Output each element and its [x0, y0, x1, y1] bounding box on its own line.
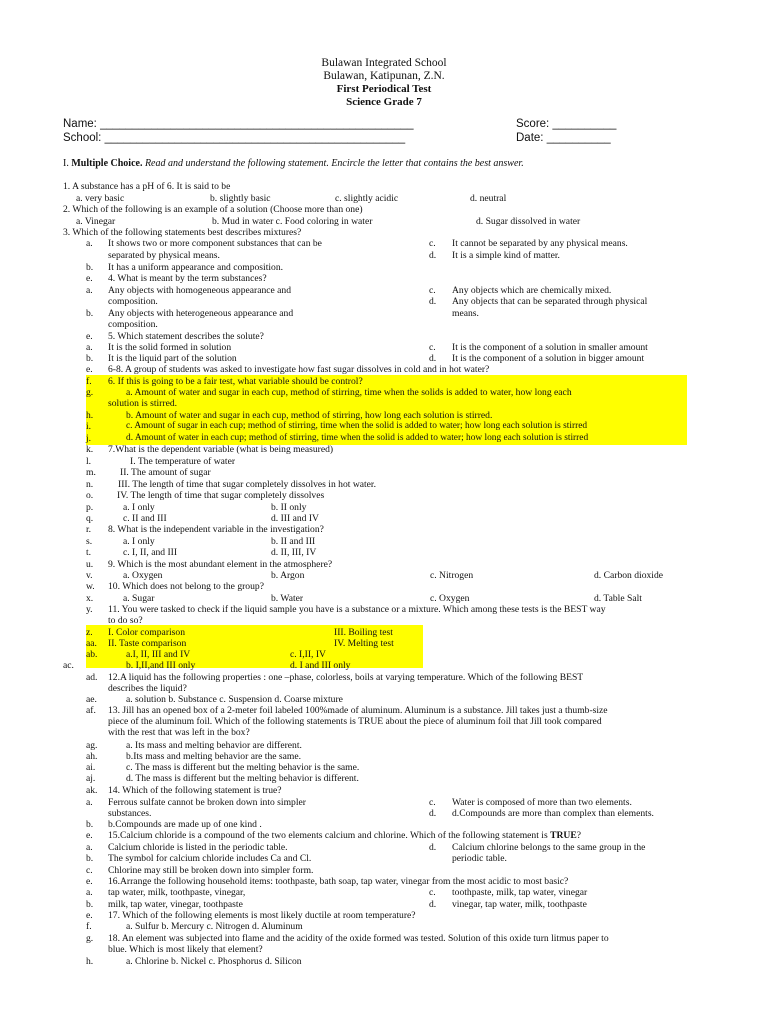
q16-label: e.: [86, 876, 93, 887]
q8-label: r.: [86, 524, 92, 535]
q15-stem: [108, 830, 581, 841]
q7-label-a: p.: [86, 502, 94, 513]
q14-label-b: b.: [86, 819, 94, 830]
q5-label-c: c.: [429, 342, 436, 353]
instructions-roman: I.: [63, 158, 72, 169]
q10-option-d: d. Table Salt: [594, 593, 642, 604]
q13-stem-cont2: with the rest that was left in the box?: [108, 727, 250, 738]
q6-label-b: h.: [86, 410, 94, 421]
q4-option-a-cont: composition.: [108, 296, 158, 307]
q5-option-a: It is the solid formed in solution: [108, 342, 232, 353]
q7-item-iii: III. The length of time that sugar completely dissolves in hot water.: [118, 479, 376, 490]
school-label: School:: [63, 132, 105, 144]
q6-8-label: e.: [86, 364, 93, 375]
name-field: [63, 119, 413, 130]
q12-stem: 12.A liquid has the following properties : one –phase, colorless, boils at varying temperature. Which of the following BEST: [108, 672, 584, 683]
q16-label-b: b.: [86, 899, 94, 910]
q14-label-d: d.: [429, 808, 437, 819]
q4-label: e.: [86, 273, 93, 284]
score-field: [516, 119, 616, 130]
q13-label-d: aj.: [86, 773, 96, 784]
q4-stem: 4. What is meant by the term substances?: [108, 273, 267, 284]
q2-stem: 2. Which of the following is an example of a solution (Choose more than one): [63, 204, 363, 215]
q15-stem-qmark: ?: [576, 830, 582, 841]
q18-label: g.: [86, 933, 94, 944]
q2-option-bc: b. Mud in water c. Food coloring in water: [212, 216, 373, 227]
q3-option-b: It has a uniform appearance and composition.: [108, 262, 284, 273]
q13-label-b: ah.: [86, 751, 98, 762]
q18-options: a. Chlorine b. Nickel c. Phosphorus d. Silicon: [126, 956, 302, 967]
q7-label-iii: n.: [86, 479, 94, 490]
q6-8-stem: 6-8. A group of students was asked to investigate how fast sugar dissolves in cold and in hot water?: [108, 364, 490, 375]
q9-label-a: v.: [86, 570, 93, 581]
q4-option-c: Any objects which are chemically mixed.: [452, 285, 612, 296]
q9-option-c: c. Nitrogen: [430, 570, 474, 581]
q11-item-i: I. Color comparison: [108, 627, 186, 638]
q3-option-c: It cannot be separated by any physical means.: [452, 238, 628, 249]
q11-option-c: c. I,II, IV: [290, 649, 326, 660]
q7-option-a: a. I only: [123, 502, 155, 513]
q11-label-a: ab.: [86, 649, 98, 660]
q16-option-c: toothpaste, milk, tap water, vinegar: [452, 887, 588, 898]
q7-label: k.: [86, 444, 94, 455]
q6-option-d: d. Amount of water in each cup; method of stirring, time when the solid is added to water; how long each solution is stirred: [126, 433, 589, 443]
q13-option-d: d. The mass is different but the melting behavior is different.: [126, 773, 359, 784]
q15-option-d-cont: periodic table.: [452, 853, 507, 864]
q8-label-a: s.: [86, 536, 93, 547]
q16-option-b: milk, tap water, vinegar, toothpaste: [108, 899, 243, 910]
q9-label: u.: [86, 559, 94, 570]
q16-option-d: vinegar, tap water, milk, toothpaste: [452, 899, 587, 910]
q6-option-a-cont: solution is stirred.: [108, 398, 178, 409]
q15-option-a: Calcium chloride is listed in the periodic table.: [108, 842, 288, 853]
q15-label: e.: [86, 830, 93, 841]
q13-label-c: ai.: [86, 762, 96, 773]
q7-label-ii: m.: [86, 467, 96, 478]
q4-label-d: d.: [429, 296, 437, 307]
q3-option-a: It shows two or more component substances that can be: [108, 238, 322, 249]
q4-label-b: b.: [86, 308, 94, 319]
q7-label-i: l.: [86, 456, 92, 467]
date-line: __________: [546, 132, 611, 144]
name-line: _________________________________________________: [100, 118, 414, 130]
q1-option-d: d. neutral: [470, 193, 507, 204]
q7-item-iv: IV. The length of time that sugar completely dissolves: [117, 490, 325, 501]
date-field: [516, 133, 611, 144]
q11-option-a: a.I, II, III and IV: [126, 649, 191, 660]
q7-stem: 7.What is the dependent variable (what is being measured): [108, 444, 334, 455]
q17-stem: 17. Which of the following elements is most likely ductile at room temperature?: [108, 910, 416, 921]
q5-stem: 5. Which statement describes the solute?: [108, 331, 264, 342]
q14-option-b: b.Compounds are made up of one kind .: [108, 819, 262, 830]
q15-stem-text: 15.Calcium chloride is a compound of the two elements calcium and chlorine. Which of the following statement is: [108, 830, 551, 841]
q15-option-c: Chlorine may still be broken down into simpler form.: [108, 865, 314, 876]
name-label: Name:: [63, 118, 101, 130]
q7-option-d: d. III and IV: [271, 513, 319, 524]
q11-item-iv: IV. Melting test: [334, 638, 394, 649]
q2-option-a: a. Vinegar: [76, 216, 116, 227]
q7-item-ii: II. The amount of sugar: [120, 467, 211, 478]
instructions-heading: Multiple Choice.: [71, 158, 143, 169]
q6-option-c: c. Amount of sugar in each cup; method of stirring, time when the solid is added to water; how long each solution is stirred: [126, 421, 588, 431]
q10-label: w.: [86, 581, 95, 592]
q3-label-b: b.: [86, 262, 94, 273]
q5-option-c: It is the component of a solution in smaller amount: [452, 342, 648, 353]
q8-option-d: d. II, III, IV: [271, 547, 317, 558]
q17-options: a. Sulfur b. Mercury c. Nitrogen d. Aluminum: [126, 921, 303, 932]
q6-label: f.: [86, 376, 92, 387]
q7-item-i: I. The temperature of water: [130, 456, 236, 467]
q5-label: e.: [86, 331, 93, 342]
q14-label-c: c.: [429, 797, 436, 808]
q10-option-c: c. Oxygen: [430, 593, 470, 604]
q5-label-d: d.: [429, 353, 437, 364]
q3-option-a-cont: separated by physical means.: [108, 250, 220, 261]
q12-stem-cont: describes the liquid?: [108, 683, 187, 694]
school-field: [63, 133, 405, 144]
q5-label-b: b.: [86, 353, 94, 364]
q4-option-d: Any objects that can be separated through physical: [452, 296, 648, 307]
q8-stem: 8. What is the independent variable in the investigation?: [108, 524, 324, 535]
q11-stem-cont: to do so?: [108, 615, 143, 626]
test-title: First Periodical Test: [336, 83, 432, 95]
q6-stem: 6. If this is going to be a fair test, what variable should be control?: [108, 376, 363, 387]
q4-label-c: c.: [429, 285, 436, 296]
instructions-text: Read and understand the following statement. Encircle the letter that contains the best answer.: [142, 158, 524, 169]
q15-label-d: d.: [429, 842, 437, 853]
q13-label: af.: [86, 705, 96, 716]
q16-label-c: c.: [429, 887, 436, 898]
q4-label-a: a.: [86, 285, 93, 296]
q11-item-ii: II. Taste comparison: [108, 638, 187, 649]
q14-option-d: d.Compounds are more than complex than elements.: [452, 808, 654, 819]
q17-label-options: f.: [86, 921, 92, 932]
q15-option-b: The symbol for calcium chloride includes Ca and Cl.: [108, 853, 312, 864]
q14-option-a-cont: substances.: [108, 808, 152, 819]
q3-label-d: d.: [429, 250, 437, 261]
q8-option-b: b. II and III: [271, 536, 316, 547]
q3-option-d: It is a simple kind of matter.: [452, 250, 560, 261]
q3-label-a: a.: [86, 238, 93, 249]
q13-option-c: c. The mass is different but the melting behavior is the same.: [126, 762, 360, 773]
q5-option-b: It is the liquid part of the solution: [108, 353, 237, 364]
q4-option-b: Any objects with heterogeneous appearance and: [108, 308, 294, 319]
q14-option-c: Water is composed of more than two elements.: [452, 797, 632, 808]
q8-label-c: t.: [86, 547, 92, 558]
q10-stem: 10. Which does not belong to the group?: [108, 581, 264, 592]
q11-label-b: ac.: [63, 660, 74, 671]
q4-option-b-cont: composition.: [108, 319, 158, 330]
score-line: __________: [552, 118, 617, 130]
q18-label-options: h.: [86, 956, 94, 967]
q6-option-a: a. Amount of water and sugar in each cup, method of stirring, time when the solids is added to water, how long each: [126, 387, 572, 398]
date-label: Date:: [516, 132, 547, 144]
q1-option-a: a. very basic: [76, 193, 125, 204]
q15-label-a: a.: [86, 842, 93, 853]
q15-label-c: c.: [86, 865, 93, 876]
q7-label-c: q.: [86, 513, 94, 524]
q11-label-ii: aa.: [86, 638, 97, 649]
q18-stem-cont: blue. Which is most likely that element?: [108, 944, 263, 955]
q3-label-c: c.: [429, 238, 436, 249]
q11-stem: 11. You were tasked to check if the liquid sample you have is a substance or a mixture. Which among these tests is the BEST way: [108, 604, 606, 615]
q1-option-b: b. slightly basic: [210, 193, 271, 204]
school-line: _______________________________________________: [104, 132, 406, 144]
q12-label-options: ae.: [86, 694, 97, 705]
q10-option-b: b. Water: [271, 593, 304, 604]
score-label: Score:: [516, 118, 553, 130]
q10-option-a: a. Sugar: [123, 593, 155, 604]
school-address: Bulawan, Katipunan, Z.N.: [323, 70, 445, 82]
q15-stem-true: TRUE: [550, 830, 577, 841]
q5-label-a: a.: [86, 342, 93, 353]
q4-option-a: Any objects with homogeneous appearance and: [108, 285, 292, 296]
instructions: [63, 158, 524, 169]
q16-label-d: d.: [429, 899, 437, 910]
q7-option-c: c. II and III: [123, 513, 167, 524]
q3-stem: 3. Which of the following statements best describes mixtures?: [63, 227, 302, 238]
q14-option-a: Ferrous sulfate cannot be broken down into simpler: [108, 797, 306, 808]
q2-option-d: d. Sugar dissolved in water: [476, 216, 581, 227]
q4-option-d-cont: means.: [452, 308, 479, 319]
q13-option-a: a. Its mass and melting behavior are different.: [126, 740, 302, 751]
q15-label-b: b.: [86, 853, 94, 864]
q12-options: a. solution b. Substance c. Suspension d. Coarse mixture: [126, 694, 343, 705]
q14-label: ak.: [86, 785, 98, 796]
q11-label-i: z.: [86, 627, 93, 638]
q11-option-d: d. I and III only: [290, 660, 351, 671]
q16-label-a: a.: [86, 887, 93, 898]
q6-label-d: j.: [86, 433, 92, 444]
q6-label-a: g.: [86, 387, 94, 398]
q1-stem: 1. A substance has a pH of 6. It is said to be: [63, 181, 231, 192]
q11-option-b: b. I,II,and III only: [126, 660, 196, 671]
q8-option-c: c. I, II, and III: [123, 547, 178, 558]
q8-option-a: a. I only: [123, 536, 155, 547]
q15-option-d: Calcium chlorine belongs to the same group in the: [452, 842, 646, 853]
q13-label-a: ag.: [86, 740, 98, 751]
q6-option-b: b. Amount of water and sugar in each cup, method of stirring, how long each solution is stirred.: [126, 410, 493, 421]
q9-option-b: b. Argon: [271, 570, 305, 581]
q13-option-b: b.Its mass and melting behavior are the same.: [126, 751, 302, 762]
q9-stem: 9. Which is the most abundant element in the atmosphere?: [108, 559, 333, 570]
q5-option-d: It is the component of a solution in bigger amount: [452, 353, 645, 364]
q13-stem-cont1: piece of the aluminum foil. Which of the following statements is TRUE about the piece of aluminum foil that Jill took compared: [108, 716, 602, 727]
q11-item-iii: III. Boiling test: [334, 627, 393, 638]
q7-option-b: b. II only: [271, 502, 307, 513]
q11-label: y.: [86, 604, 93, 615]
q18-stem: 18. An element was subjected into flame and the acidity of the oxide formed was tested. Solution of this oxide turn litmus paper to: [108, 933, 609, 944]
q13-stem: 13. Jill has an opened box of a 2-meter foil labeled 100%made of aluminum. Aluminum is a substance. Jill takes just a thumb-size: [108, 705, 608, 716]
q17-label: e.: [86, 910, 93, 921]
grade-title: Science Grade 7: [346, 96, 422, 108]
q9-option-d: d. Carbon dioxide: [594, 570, 664, 581]
q16-stem: 16.Arrange the following household items: toothpaste, bath soap, tap water, vinegar from the most acidic to most basic?: [108, 876, 569, 887]
q14-label-a: a.: [86, 797, 93, 808]
q7-label-iv: o.: [86, 490, 94, 501]
q16-option-a: tap water, milk, toothpaste, vinegar,: [108, 887, 246, 898]
q1-option-c: c. slightly acidic: [335, 193, 399, 204]
q6-label-c: i.: [86, 421, 92, 432]
q12-label: ad.: [86, 672, 98, 683]
q10-label-a: x.: [86, 593, 94, 604]
school-name: Bulawan Integrated School: [321, 57, 447, 69]
q14-stem: 14. Which of the following statement is true?: [108, 785, 282, 796]
q9-option-a: a. Oxygen: [123, 570, 163, 581]
